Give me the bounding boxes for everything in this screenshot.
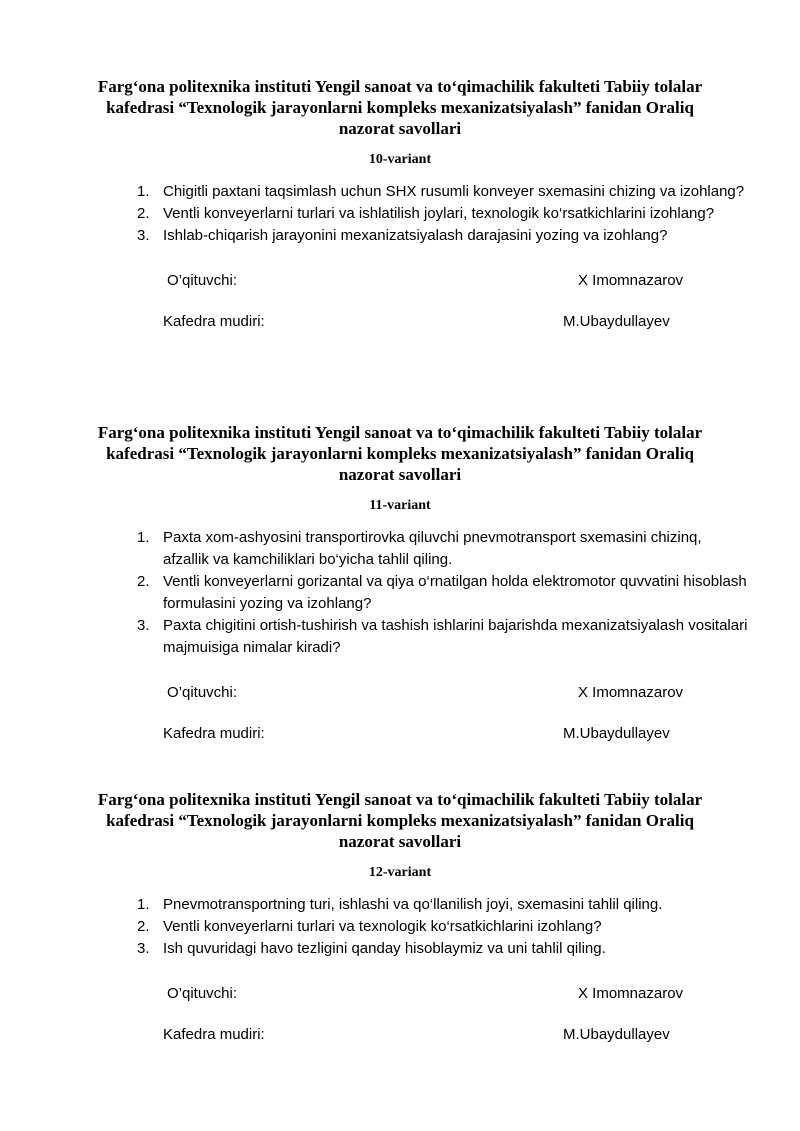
variant-section-12 <box>0 789 800 1046</box>
variant-section-11 <box>0 422 800 745</box>
variant-label: 12-variant <box>368 865 432 880</box>
question-text: Pnevmotransportning turi, ishlashi va qo‘llanilish joyi, sxemasini tahlil qiling. <box>163 896 663 913</box>
question-item <box>0 916 800 938</box>
variant-section-10 <box>0 76 800 333</box>
question-text: Paxta chigitini ortish-tushirish va tashish ishlarini bajarishda mexanizatsiyalash vositalari majmuisiga nimalar kiradi? <box>163 617 748 656</box>
question-item <box>0 527 800 571</box>
section-title: Farg‘ona politexnika instituti Yengil sanoat va to‘qimachilik fakulteti Tabiiy tolalar kafedrasi “Texnologik jarayonlarni kompleks mexanizatsiyalash” fanidan Oraliq nazorat savollari <box>97 790 703 851</box>
section-title: Farg‘ona politexnika instituti Yengil sanoat va to‘qimachilik fakulteti Tabiiy tolalar kafedrasi “Texnologik jarayonlarni kompleks mexanizatsiyalash” fanidan Oraliq nazorat savollari <box>97 77 703 138</box>
question-item <box>0 938 800 960</box>
question-number: 3. <box>137 617 150 634</box>
head-signature-row <box>0 311 800 333</box>
head-name: M.Ubaydullayev <box>563 313 670 330</box>
question-text: Ventli konveyerlarni turlari va ishlatilish joylari, texnologik ko‘rsatkichlarini izohlang? <box>163 205 715 222</box>
question-number: 2. <box>137 918 150 935</box>
variant-label: 10-variant <box>368 152 432 167</box>
teacher-name: X Imomnazarov <box>578 985 684 1002</box>
question-list <box>0 181 800 247</box>
question-number: 2. <box>137 573 150 590</box>
question-list <box>0 527 800 659</box>
question-item <box>0 181 800 203</box>
question-text: Paxta xom-ashyosini transportirovka qiluvchi pnevmotransport sxemasini chizinq, afzallik va kamchiliklari bo‘yicha tahlil qiling. <box>163 529 702 568</box>
question-item <box>0 894 800 916</box>
question-text: Ventli konveyerlarni turlari va texnologik ko‘rsatkichlarini izohlang? <box>163 918 602 935</box>
head-label: Kafedra mudiri: <box>163 725 265 742</box>
question-text: Ventli konveyerlarni gorizantal va qiya o‘rnatilgan holda elektromotor quvvatini hisoblash formulasini yozing va izohlang? <box>163 573 747 612</box>
head-label: Kafedra mudiri: <box>163 313 265 330</box>
head-signature-row <box>0 1024 800 1046</box>
head-name: M.Ubaydullayev <box>563 1026 670 1043</box>
question-number: 1. <box>137 529 150 546</box>
question-text: Ishlab-chiqarish jarayonini mexanizatsiyalash darajasini yozing va izohlang? <box>163 227 668 244</box>
teacher-signature-row <box>0 983 800 1005</box>
question-item <box>0 225 800 247</box>
question-number: 2. <box>137 205 150 222</box>
question-item <box>0 615 800 659</box>
question-item <box>0 203 800 225</box>
head-label: Kafedra mudiri: <box>163 1026 265 1043</box>
question-text: Ish quvuridagi havo tezligini qanday hisoblaymiz va uni tahlil qiling. <box>163 940 606 957</box>
question-number: 3. <box>137 227 150 244</box>
teacher-name: X Imomnazarov <box>578 684 684 701</box>
question-item <box>0 571 800 615</box>
teacher-label: O’qituvchi: <box>167 985 238 1002</box>
head-signature-row <box>0 723 800 745</box>
head-name: M.Ubaydullayev <box>563 725 670 742</box>
question-number: 1. <box>137 896 150 913</box>
section-title: Farg‘ona politexnika instituti Yengil sanoat va to‘qimachilik fakulteti Tabiiy tolalar kafedrasi “Texnologik jarayonlarni kompleks mexanizatsiyalash” fanidan Oraliq nazorat savollari <box>97 423 703 484</box>
variant-label: 11-variant <box>369 498 431 513</box>
teacher-name: X Imomnazarov <box>578 272 684 289</box>
teacher-label: O’qituvchi: <box>167 272 238 289</box>
question-text: Chigitli paxtani taqsimlash uchun SHX rusumli konveyer sxemasini chizing va izohlang? <box>163 183 745 200</box>
question-list <box>0 894 800 960</box>
teacher-label: O’qituvchi: <box>167 684 238 701</box>
question-number: 1. <box>137 183 150 200</box>
teacher-signature-row <box>0 682 800 704</box>
question-number: 3. <box>137 940 150 957</box>
teacher-signature-row <box>0 270 800 292</box>
